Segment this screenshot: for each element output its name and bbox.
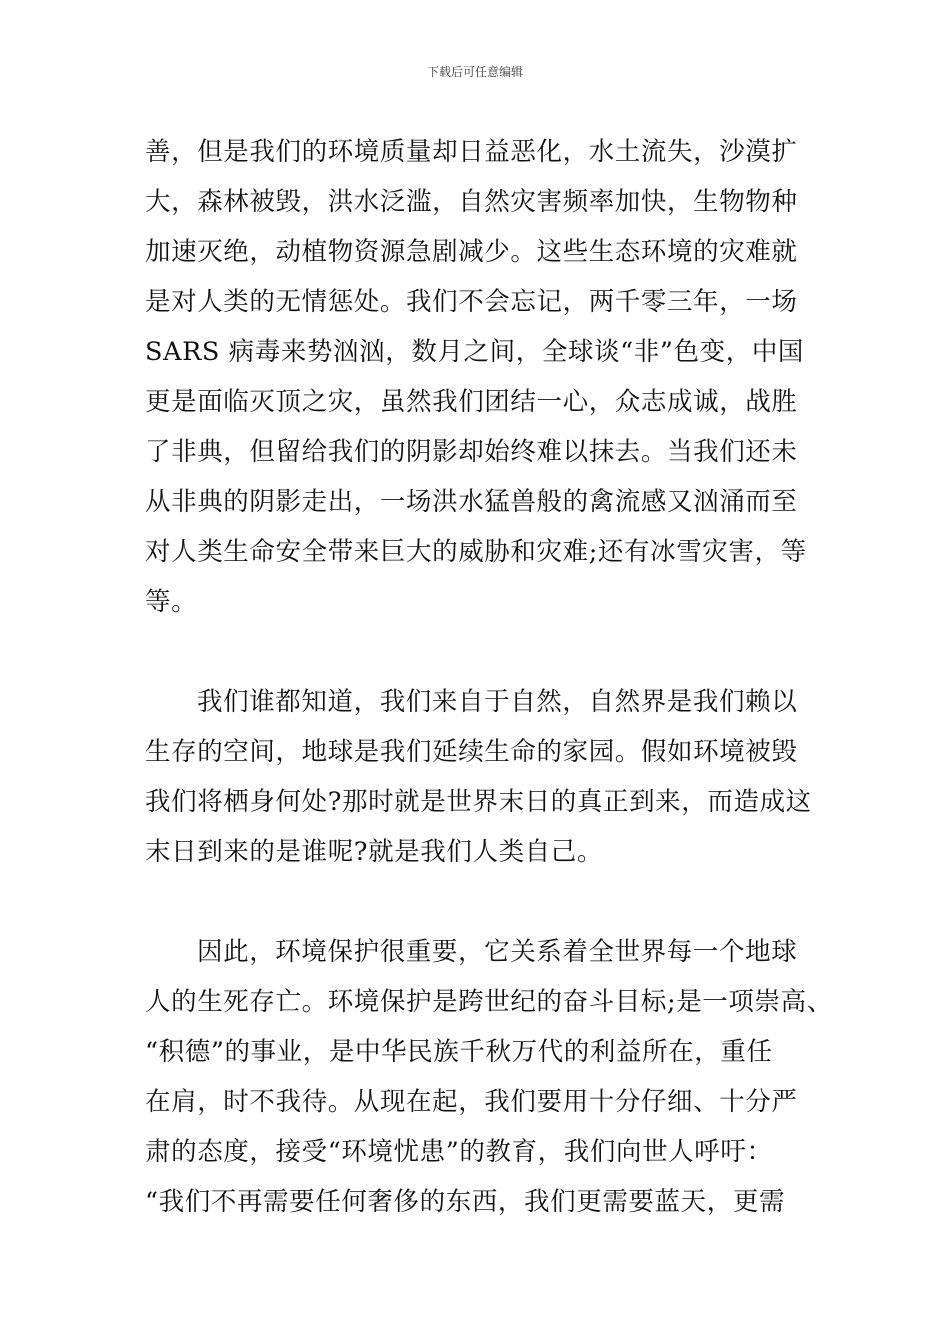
text-line: 对人类生命安全带来巨大的威胁和灾难;还有冰雪灾害，等: [145, 537, 807, 567]
text-line: 在肩，时不我待。从现在起，我们要用十分仔细、十分严: [145, 1087, 798, 1117]
text-line: 因此，环境保护很重要，它关系着全世界每一个地球: [197, 937, 798, 967]
text-line: 肃的态度，接受“环境忧患”的教育，我们向世人呼吁：: [145, 1137, 773, 1167]
text-line: 了非典，但留给我们的阴影却始终难以抹去。当我们还未: [145, 437, 798, 467]
text-line: 我们谁都知道，我们来自于自然，自然界是我们赖以: [197, 687, 798, 717]
page-header: 下载后可任意编辑: [426, 65, 523, 79]
text-line: 我们将栖身何处?那时就是世界末日的真正到来，而造成这: [145, 787, 812, 817]
text-line: 善，但是我们的环境质量却日益恶化，水土流失，沙漠扩: [145, 137, 798, 167]
text-line: “积德”的事业，是中华民族千秋万代的利益所在，重任: [145, 1037, 773, 1067]
text-line: SARS 病毒来势汹汹，数月之间，全球谈“非”色变，中国: [145, 337, 805, 367]
paragraph-spacer: [145, 627, 815, 677]
text-line: 从非典的阴影走出，一场洪水猛兽般的禽流感又汹涌而至: [145, 487, 798, 517]
paragraph: [145, 677, 815, 877]
text-line: 更是面临灭顶之灾，虽然我们团结一心，众志成诚，战胜: [145, 387, 798, 417]
text-line: 是对人类的无情惩处。我们不会忘记，两千零三年，一场: [145, 287, 798, 317]
document-body: [145, 127, 833, 1227]
paragraph: [145, 127, 815, 627]
text-line: 等。: [145, 587, 198, 617]
text-line: 加速灭绝，动植物资源急剧减少。这些生态环境的灾难就: [145, 237, 798, 267]
text-line: 生存的空间，地球是我们延续生命的家园。假如环境被毁: [145, 737, 798, 767]
text-line: 大，森林被毁，洪水泛滥，自然灾害频率加快，生物物种: [145, 187, 798, 217]
paragraph-spacer: [145, 877, 815, 927]
text-line: 末日到来的是谁呢?就是我们人类自己。: [145, 837, 603, 867]
text-line: “我们不再需要任何奢侈的东西，我们更需要蓝天，更需: [145, 1187, 786, 1217]
paragraph: [145, 927, 833, 1227]
text-line: 人的生死存亡。环境保护是跨世纪的奋斗目标;是一项崇高、: [145, 987, 833, 1017]
